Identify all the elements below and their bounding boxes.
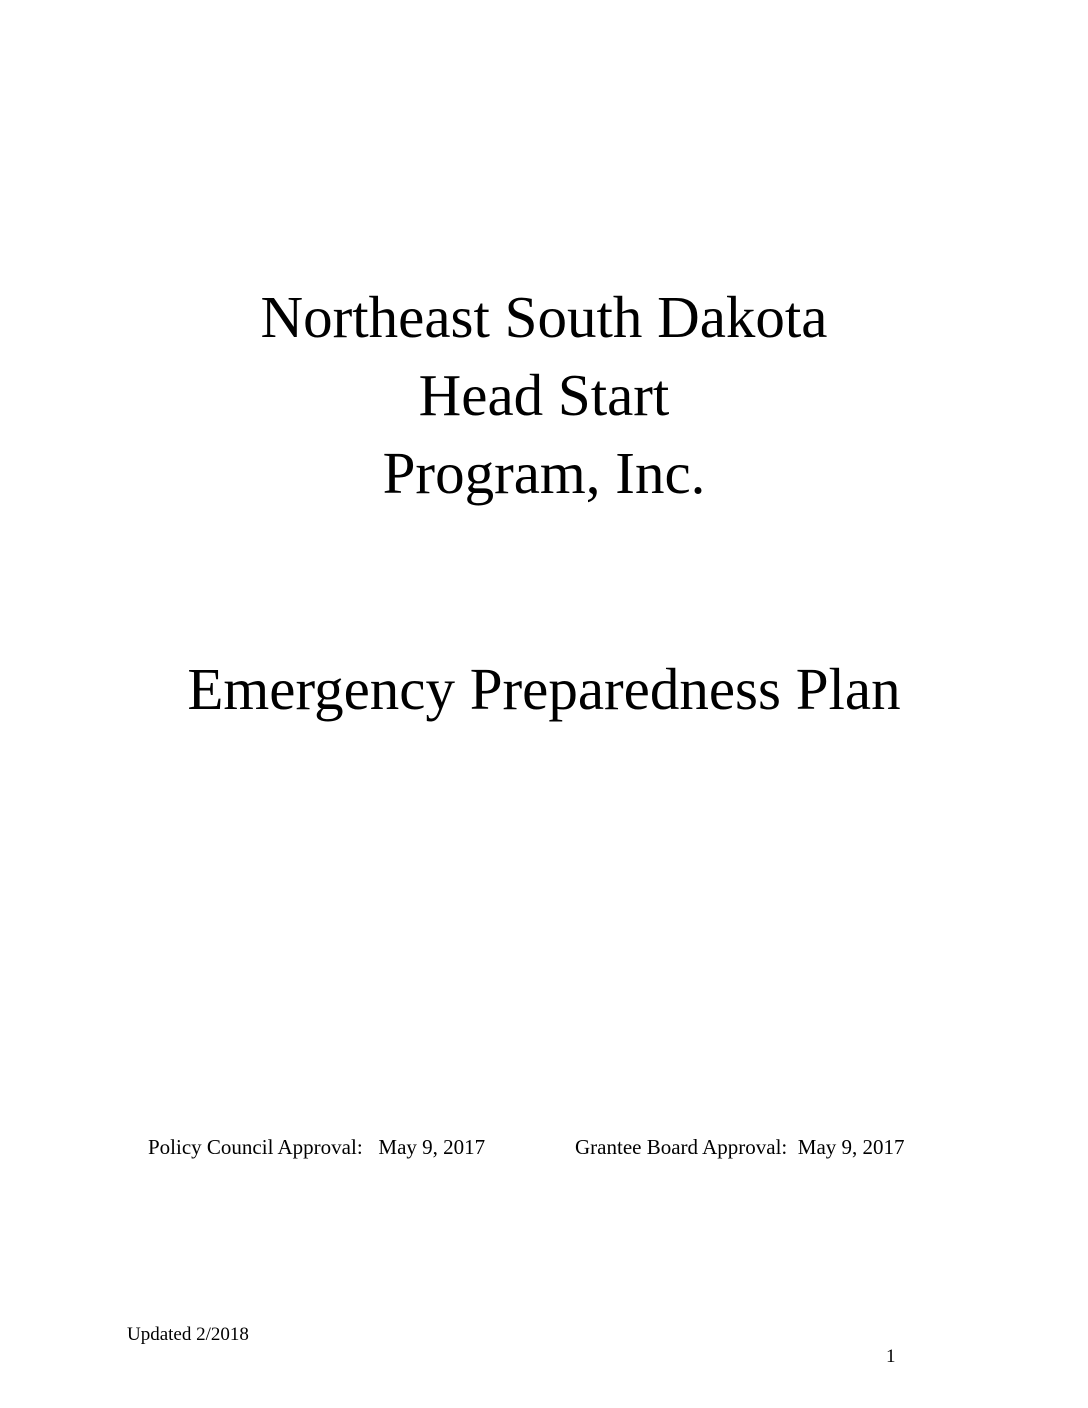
grantee-board-approval: Grantee Board Approval: May 9, 2017 xyxy=(575,1135,905,1159)
policy-council-approval: Policy Council Approval: May 9, 2017 xyxy=(148,1135,486,1159)
document-title xyxy=(0,278,1088,512)
plan-title: Emergency Preparedness Plan xyxy=(187,656,901,722)
title-line-program-name: Head Start xyxy=(418,362,670,428)
updated-date: Updated 2/2018 xyxy=(127,1324,249,1345)
title-line-organization: Northeast South Dakota xyxy=(260,284,828,350)
page-number: 1 xyxy=(886,1346,896,1367)
title-line-program-suffix: Program, Inc. xyxy=(382,440,706,506)
